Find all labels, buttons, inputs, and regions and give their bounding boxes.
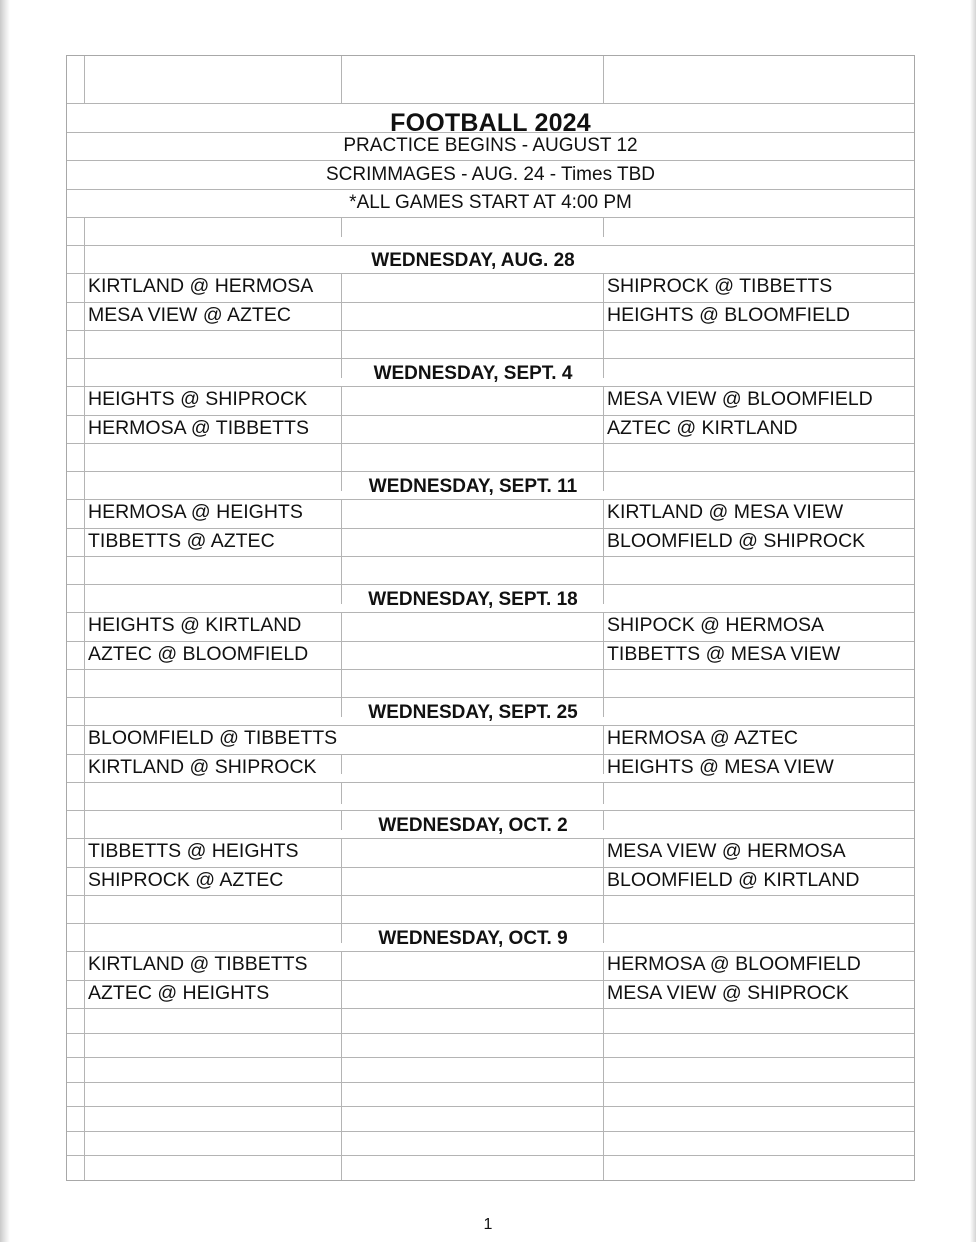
grid-line (67, 951, 914, 952)
grid-line (67, 754, 914, 755)
grid-line (341, 499, 342, 604)
grid-line (67, 1082, 914, 1083)
grid-line (67, 584, 914, 585)
grid-line (341, 273, 342, 378)
grid-line (603, 782, 604, 804)
game-matchup: KIRTLAND @ SHIPROCK (88, 756, 317, 778)
grid-line (67, 1008, 914, 1009)
grid-line (67, 358, 914, 359)
week-date: WEDNESDAY, SEPT. 25 (368, 702, 578, 723)
game-matchup: SHIPOCK @ HERMOSA (607, 614, 824, 636)
grid-line (603, 838, 604, 943)
grid-line (603, 217, 604, 237)
game-matchup: HEIGHTS @ SHIPROCK (88, 388, 308, 410)
grid-line (67, 923, 914, 924)
grid-line (84, 56, 85, 103)
grid-line (67, 1033, 914, 1034)
week-date: WEDNESDAY, OCT. 9 (378, 928, 568, 949)
game-matchup: MESA VIEW @ HERMOSA (607, 840, 846, 862)
grid-line (603, 725, 604, 774)
grid-line (67, 867, 914, 868)
grid-line (84, 217, 85, 1180)
grid-line (67, 528, 914, 529)
grid-line (67, 1155, 914, 1156)
grid-line (67, 782, 914, 783)
game-matchup: KIRTLAND @ TIBBETTS (88, 953, 308, 975)
game-matchup: HERMOSA @ BLOOMFIELD (607, 953, 861, 975)
grid-line (341, 951, 342, 1180)
grid-line (603, 951, 604, 1180)
game-matchup: HEIGHTS @ BLOOMFIELD (607, 304, 850, 326)
game-matchup: KIRTLAND @ MESA VIEW (607, 501, 844, 523)
scrimmages-note: SCRIMMAGES - AUG. 24 - Times TBD (325, 164, 656, 185)
grid-line (603, 273, 604, 378)
game-matchup: MESA VIEW @ BLOOMFIELD (607, 388, 873, 410)
grid-line (603, 499, 604, 604)
week-date: WEDNESDAY, OCT. 2 (378, 815, 568, 836)
game-matchup: HEIGHTS @ MESA VIEW (607, 756, 834, 778)
schedule-grid (66, 55, 915, 1181)
grid-line (67, 1106, 914, 1107)
grid-line (67, 697, 914, 698)
game-matchup: KIRTLAND @ HERMOSA (88, 275, 314, 297)
week-date: WEDNESDAY, SEPT. 4 (373, 363, 573, 384)
grid-line (341, 782, 342, 804)
grid-line (603, 56, 604, 103)
game-matchup: BLOOMFIELD @ TIBBETTS (88, 727, 338, 749)
grid-line (341, 754, 342, 774)
page-number: 1 (483, 1216, 493, 1233)
grid-line (67, 1057, 914, 1058)
grid-line (67, 160, 914, 161)
game-matchup: TIBBETTS @ MESA VIEW (607, 643, 841, 665)
game-matchup: SHIPROCK @ AZTEC (88, 869, 284, 891)
game-matchup: HERMOSA @ TIBBETTS (88, 417, 309, 439)
grid-line (603, 386, 604, 491)
practice-begins-note: PRACTICE BEGINS - AUGUST 12 (343, 135, 638, 156)
week-date: WEDNESDAY, AUG. 28 (371, 250, 575, 271)
grid-line (67, 245, 914, 246)
game-matchup: TIBBETTS @ AZTEC (88, 530, 275, 552)
grid-line (67, 556, 914, 557)
week-date: WEDNESDAY, SEPT. 18 (368, 589, 578, 610)
grid-line (67, 980, 914, 981)
game-matchup: MESA VIEW @ SHIPROCK (607, 982, 849, 1004)
game-matchup: MESA VIEW @ AZTEC (88, 304, 291, 326)
grid-line (603, 612, 604, 717)
game-time-note: *ALL GAMES START AT 4:00 PM (349, 192, 632, 213)
grid-line (67, 810, 914, 811)
game-matchup: AZTEC @ BLOOMFIELD (88, 643, 309, 665)
grid-line (67, 386, 914, 387)
game-matchup: BLOOMFIELD @ SHIPROCK (607, 530, 866, 552)
grid-line (67, 499, 914, 500)
game-matchup: AZTEC @ KIRTLAND (607, 417, 798, 439)
schedule-title: FOOTBALL 2024 (390, 109, 591, 137)
grid-line (67, 895, 914, 896)
grid-line (67, 641, 914, 642)
grid-line (67, 725, 914, 726)
game-matchup: HEIGHTS @ KIRTLAND (88, 614, 302, 636)
grid-line (67, 273, 914, 274)
grid-line (341, 217, 342, 237)
grid-line (67, 1131, 914, 1132)
grid-line (341, 838, 342, 943)
grid-line (67, 838, 914, 839)
grid-line (67, 103, 914, 104)
grid-line (67, 443, 914, 444)
grid-line (67, 302, 914, 303)
grid-line (67, 217, 914, 218)
week-date: WEDNESDAY, SEPT. 11 (368, 476, 578, 497)
grid-line (341, 386, 342, 491)
game-matchup: TIBBETTS @ HEIGHTS (88, 840, 299, 862)
grid-line (67, 471, 914, 472)
grid-line (67, 189, 914, 190)
game-matchup: AZTEC @ HEIGHTS (88, 982, 270, 1004)
game-matchup: BLOOMFIELD @ KIRTLAND (607, 869, 860, 891)
game-matchup: SHIPROCK @ TIBBETTS (607, 275, 833, 297)
grid-line (67, 612, 914, 613)
grid-line (67, 415, 914, 416)
grid-line (341, 56, 342, 103)
grid-line (341, 612, 342, 717)
game-matchup: HERMOSA @ HEIGHTS (88, 501, 303, 523)
grid-line (67, 669, 914, 670)
game-matchup: HERMOSA @ AZTEC (607, 727, 798, 749)
grid-line (67, 330, 914, 331)
